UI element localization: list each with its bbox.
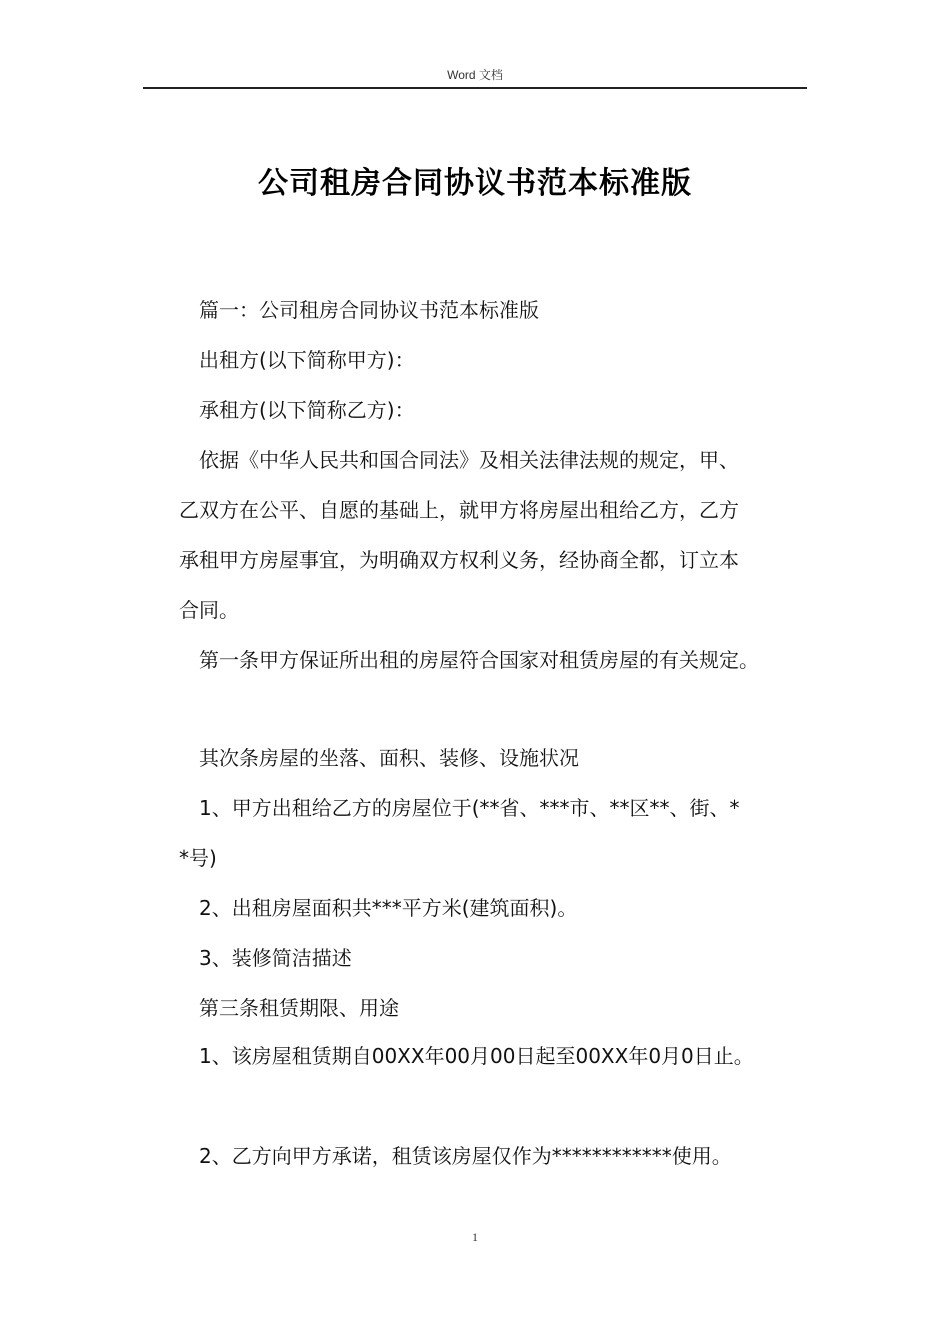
paragraph-line: 其次条房屋的坐落、面积、装修、设施状况 [199,746,579,770]
paragraph-line: 依据《中华人民共和国合同法》及相关法律法规的规定，甲、 [199,448,739,472]
paragraph-line: 3、装修简洁描述 [199,946,352,970]
paragraph-line: 篇一：公司租房合同协议书范本标准版 [199,298,539,322]
paragraph-line: 1、该房屋租赁期自00XX年00月00日起至00XX年0月0日止。 [199,1044,754,1068]
document-title: 公司租房合同协议书范本标准版 [258,166,692,201]
paragraph-line: 2、乙方向甲方承诺，租赁该房屋仅作为************使用。 [199,1144,732,1168]
page-number: 1 [472,1230,478,1244]
paragraph-line: 出租方(以下简称甲方)： [199,348,415,372]
paragraph-line: 乙双方在公平、自愿的基础上，就甲方将房屋出租给乙方，乙方 [179,498,739,522]
paragraph-line: 承租方(以下简称乙方)： [199,398,415,422]
paragraph-line: 合同。 [179,598,239,622]
paragraph-line: 第一条甲方保证所出租的房屋符合国家对租赁房屋的有关规定。 [199,648,759,672]
paragraph-line: 1、甲方出租给乙方的房屋位于(**省、***市、**区**、街、* [199,796,740,820]
paragraph-line: 承租甲方房屋事宜，为明确双方权利义务，经协商全都，订立本 [179,548,739,572]
paragraph-line: 第三条租赁期限、用途 [199,996,399,1020]
page-header: Word 文档 [447,68,503,82]
paragraph-line: 2、出租房屋面积共***平方米(建筑面积)。 [199,896,578,920]
header-divider [143,87,807,89]
paragraph-line: *号) [179,846,217,870]
